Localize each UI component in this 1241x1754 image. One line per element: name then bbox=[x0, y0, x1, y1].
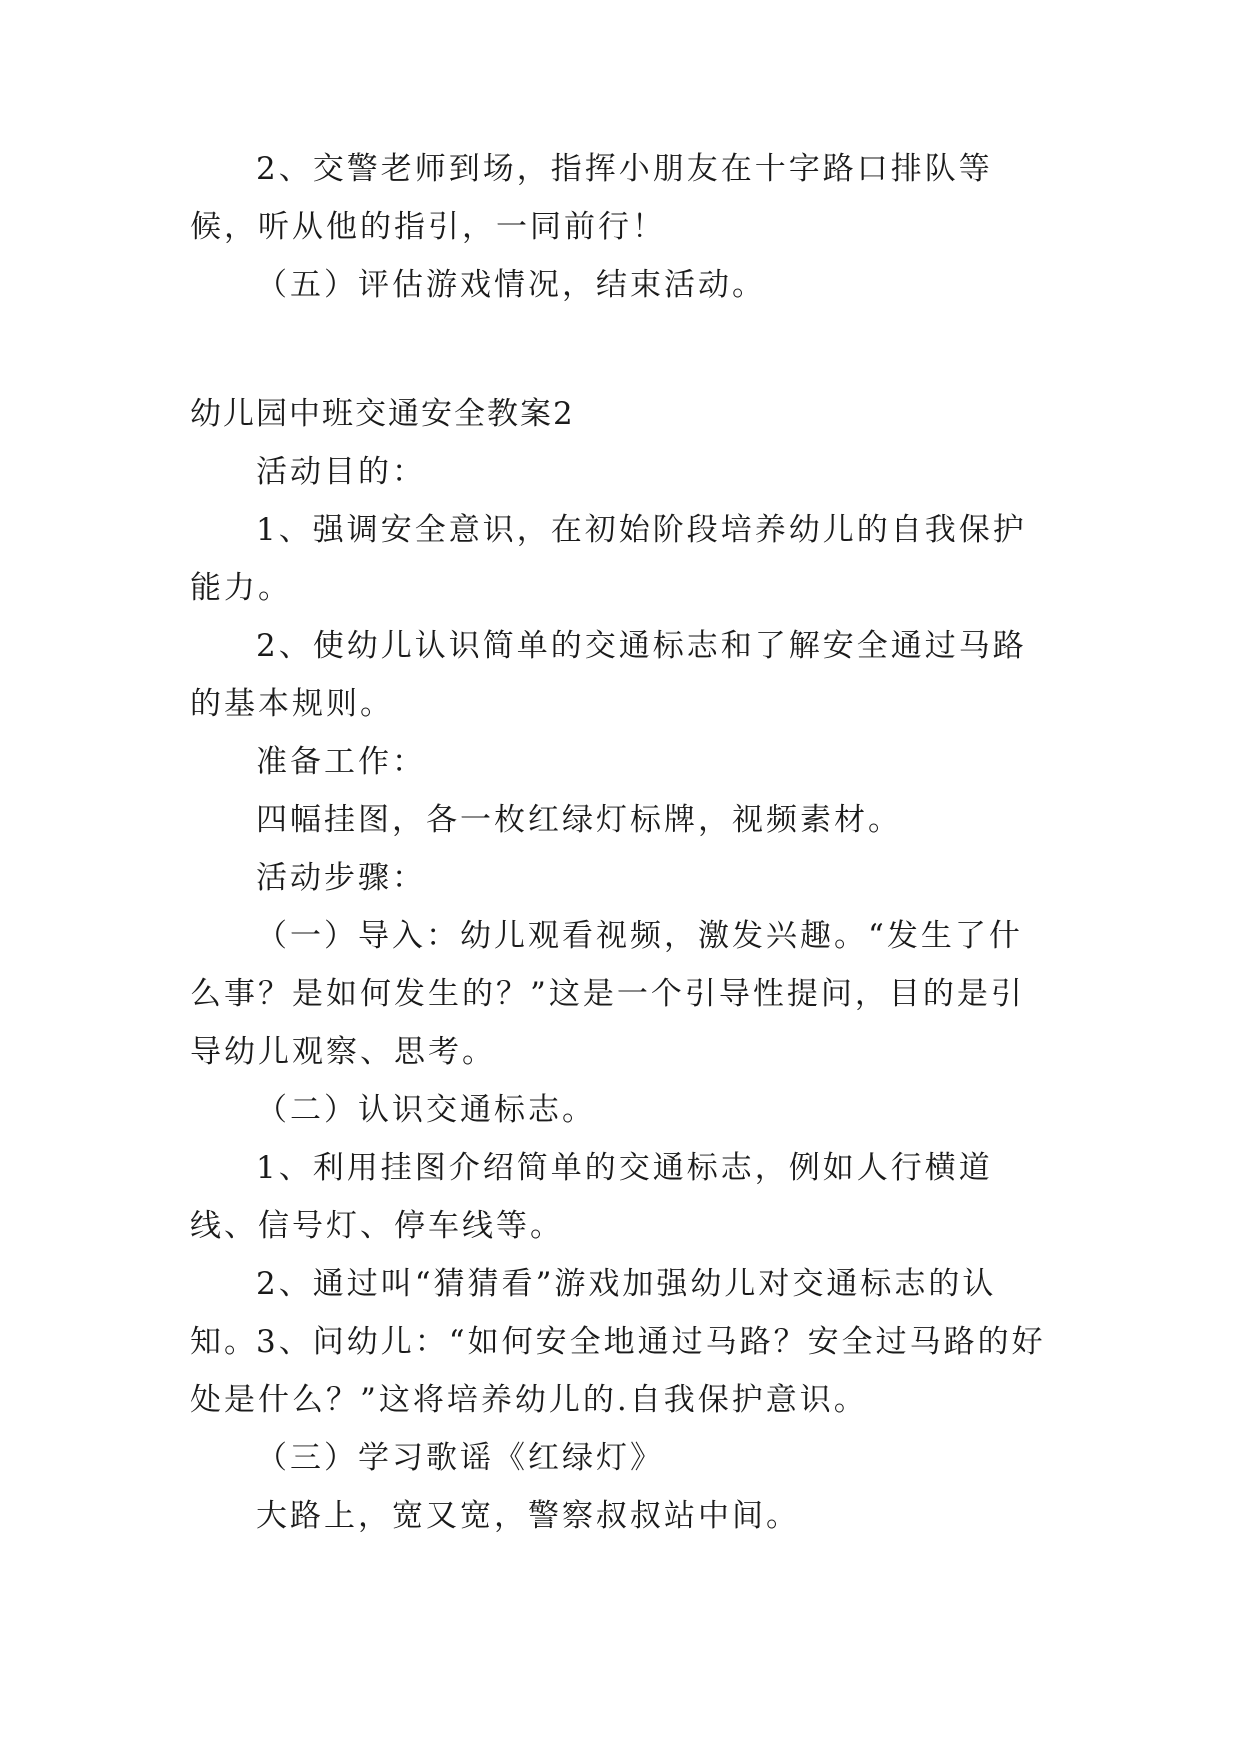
goal-2: 2、使幼儿认识简单的交通标志和了解安全通过马路的基本规则。 bbox=[190, 628, 1027, 722]
paragraph-evaluate-game: （五）评估游戏情况，结束活动。 bbox=[256, 267, 766, 303]
goal-1: 1、强调安全意识，在初始阶段培养幼儿的自我保护能力。 bbox=[190, 512, 1027, 606]
step-2-item-3: 3、问幼儿：“如何安全地通过马路？安全过马路的好处是什么？”这将培养幼儿的.自我保护意识。 bbox=[190, 1324, 1046, 1418]
step-1-introduction: （一）导入：幼儿观看视频，激发兴趣。“发生了什么事？是如何发生的？”这是一个引导性提问，目的是引导幼儿观察、思考。 bbox=[190, 918, 1025, 1070]
preparation-materials: 四幅挂图，各一枚红绿灯标牌，视频素材。 bbox=[256, 802, 902, 838]
heading-activity-goals: 活动目的： bbox=[256, 454, 426, 490]
heading-preparation: 准备工作： bbox=[256, 744, 426, 780]
step-2-item-2: 2、通过叫“猜猜看”游戏加强幼儿对交通标志的认知。 bbox=[190, 1266, 997, 1360]
step-2-heading: （二）认识交通标志。 bbox=[256, 1092, 596, 1128]
song-lyrics-line: 大路上，宽又宽，警察叔叔站中间。 bbox=[256, 1498, 800, 1534]
section-title: 幼儿园中班交通安全教案2 bbox=[190, 396, 575, 432]
heading-activity-steps: 活动步骤： bbox=[256, 860, 426, 896]
step-3-heading: （三）学习歌谣《红绿灯》 bbox=[256, 1440, 664, 1476]
step-2-item-1: 1、利用挂图介绍简单的交通标志，例如人行横道线、信号灯、停车线等。 bbox=[190, 1150, 993, 1244]
paragraph-traffic-police: 2、交警老师到场，指挥小朋友在十字路口排队等候，听从他的指引，一同前行！ bbox=[190, 151, 993, 245]
